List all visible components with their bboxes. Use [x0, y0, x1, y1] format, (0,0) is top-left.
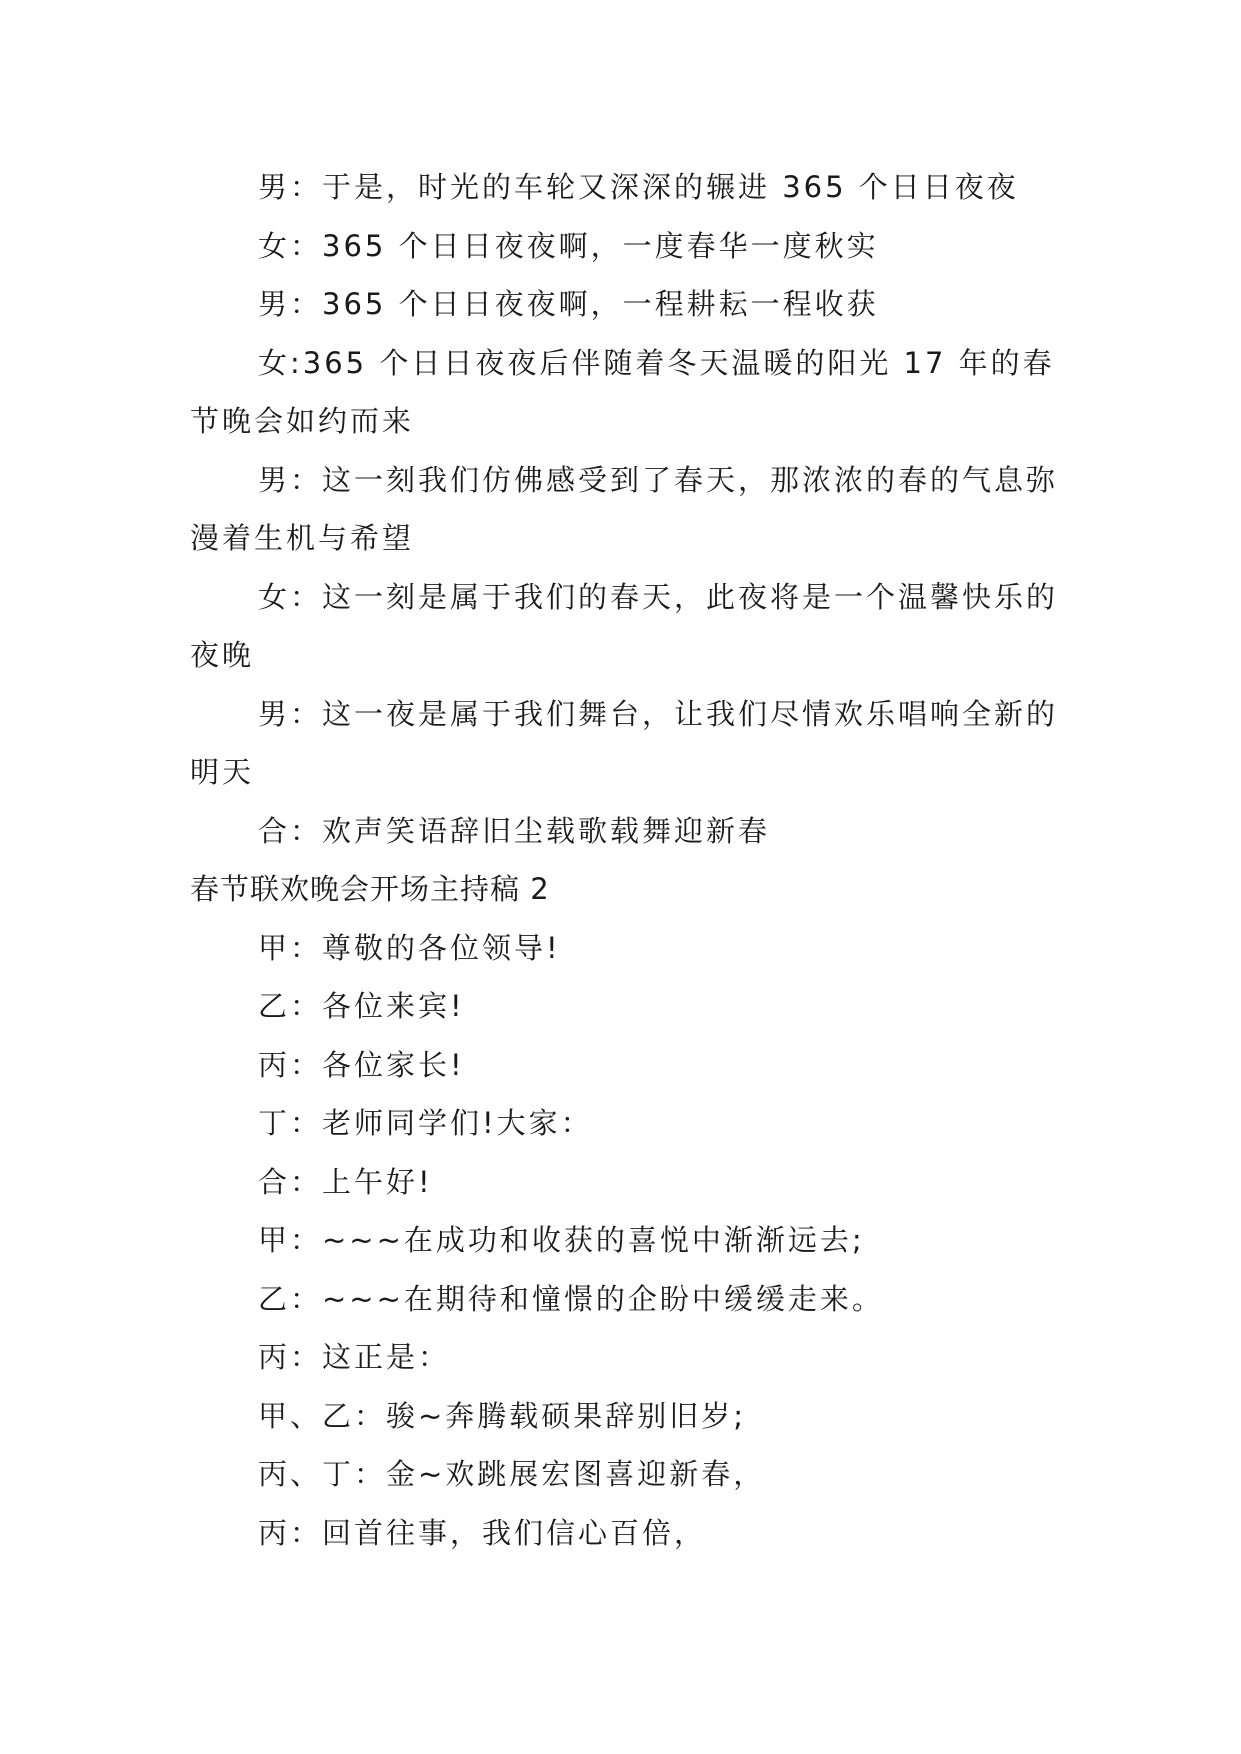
section-heading: 春节联欢晚会开场主持稿 2	[190, 872, 550, 906]
paragraph: 女：365 个日日夜夜啊，一度春华一度秋实	[258, 228, 879, 263]
paragraph: 丙、丁：金~欢跳展宏图喜迎新春，	[258, 1457, 766, 1491]
paragraph: 甲：~~~在成功和收获的喜悦中渐渐远去;	[258, 1223, 865, 1257]
paragraph: 男：这一刻我们仿佛感受到了春天，那浓浓的春的气息弥漫着生机与希望	[190, 462, 1059, 555]
paragraph: 男：于是，时光的车轮又深深的辗进 365 个日日夜夜	[258, 170, 1019, 204]
paragraph: 合：上午好!	[258, 1164, 433, 1199]
paragraph: 丁：老师同学们!大家：	[258, 1106, 593, 1140]
paragraph: 女：这一刻是属于我们的春天，此夜将是一个温馨快乐的夜晚	[190, 579, 1059, 672]
paragraph: 男：365 个日日夜夜啊，一程耕耘一程收获	[258, 287, 879, 321]
paragraph: 女:365 个日日夜夜后伴随着冬天温暖的阳光 17 年的春节晚会如约而来	[190, 345, 1055, 438]
paragraph: 丙：各位家长!	[258, 1047, 465, 1082]
paragraph: 合：欢声笑语辞旧尘载歌载舞迎新春	[258, 813, 771, 848]
paragraph: 丙：这正是：	[258, 1340, 451, 1374]
paragraph: 男：这一夜是属于我们舞台，让我们尽情欢乐唱响全新的明天	[190, 696, 1059, 789]
paragraph: 甲：尊敬的各位领导!	[258, 930, 561, 965]
paragraph: 丙：回首往事，我们信心百倍，	[258, 1515, 707, 1550]
paragraph: 乙：~~~在期待和憧憬的企盼中缓缓走来。	[258, 1281, 884, 1316]
document-body	[190, 158, 1065, 1562]
paragraph: 乙：各位来宾!	[258, 989, 465, 1023]
paragraph: 甲、乙：骏~奔腾载硕果辞别旧岁;	[258, 1398, 747, 1433]
